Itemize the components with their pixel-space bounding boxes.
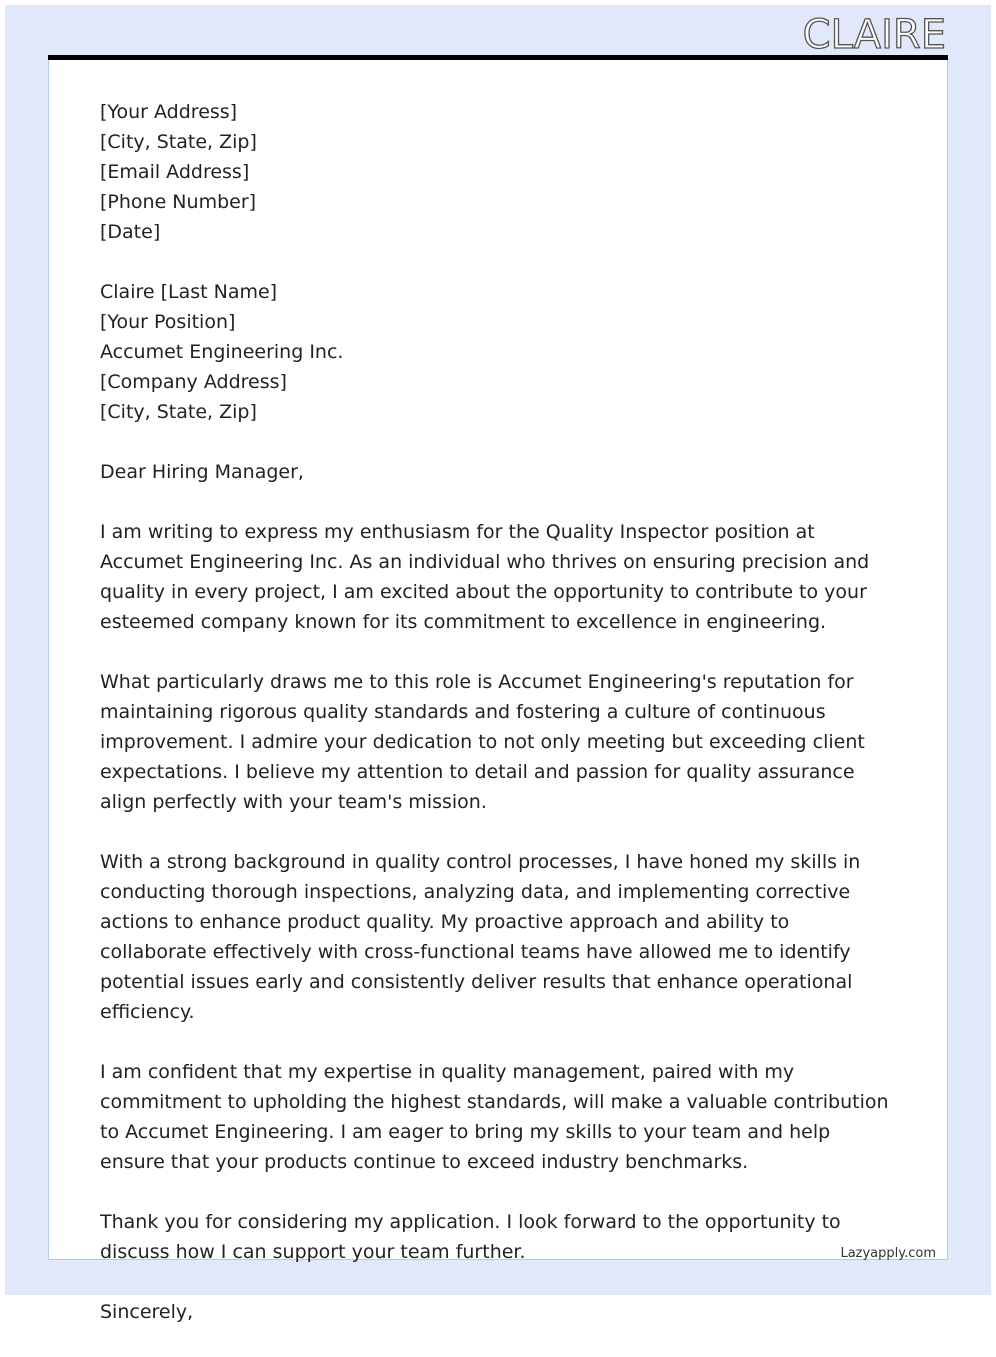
recipient-company: Accumet Engineering Inc.: [100, 341, 344, 363]
recipient-city: [City, State, Zip]: [100, 401, 257, 423]
letter-body: [100, 97, 900, 1357]
letter-date: [Date]: [100, 221, 161, 243]
closing: Sincerely,: [100, 1301, 194, 1323]
watermark-link[interactable]: Lazyapply.com: [840, 1246, 936, 1261]
body-paragraph: I am writing to express my enthusiasm for the Quality Inspector position at Accumet Engineering Inc. As an individual who thrives on ensuring precision and quality in every project, I am excited about the opportunity to contribute to your esteemed company known for its commitment to excellence in engineering.: [100, 521, 870, 633]
body-paragraph: Thank you for considering my application. I look forward to the opportunity to discuss how I can support your team further.: [100, 1211, 841, 1263]
recipient-block: [100, 277, 900, 427]
recipient-name: Claire [Last Name]: [100, 281, 278, 303]
body-paragraph: With a strong background in quality control processes, I have honed my skills in conducting thorough inspections, analyzing data, and implementing corrective actions to enhance product quality. My proactive approach and ability to collaborate effectively with cross-functional teams have allowed me to identify potential issues early and consistently deliver results that enhance operational efficiency.: [100, 851, 861, 1023]
sender-email: [Email Address]: [100, 161, 250, 183]
header-name: CLAIRE: [802, 12, 946, 58]
recipient-address: [Company Address]: [100, 371, 287, 393]
sender-block: [100, 97, 900, 247]
recipient-position: [Your Position]: [100, 311, 236, 333]
salutation: Dear Hiring Manager,: [100, 461, 304, 483]
sender-phone: [Phone Number]: [100, 191, 257, 213]
body-paragraph: I am confident that my expertise in quality management, paired with my commitment to upholding the highest standards, will make a valuable contribution to Accumet Engineering. I am eager to bring my skills to your team and help ensure that your products continue to exceed industry benchmarks.: [100, 1061, 889, 1173]
sender-address: [Your Address]: [100, 101, 238, 123]
body-paragraph: What particularly draws me to this role is Accumet Engineering's reputation for maintaining rigorous quality standards and fostering a culture of continuous improvement. I admire your dedication to not only meeting but exceeding client expectations. I believe my attention to detail and passion for quality assurance align perfectly with your team's mission.: [100, 671, 865, 813]
sender-city: [City, State, Zip]: [100, 131, 257, 153]
